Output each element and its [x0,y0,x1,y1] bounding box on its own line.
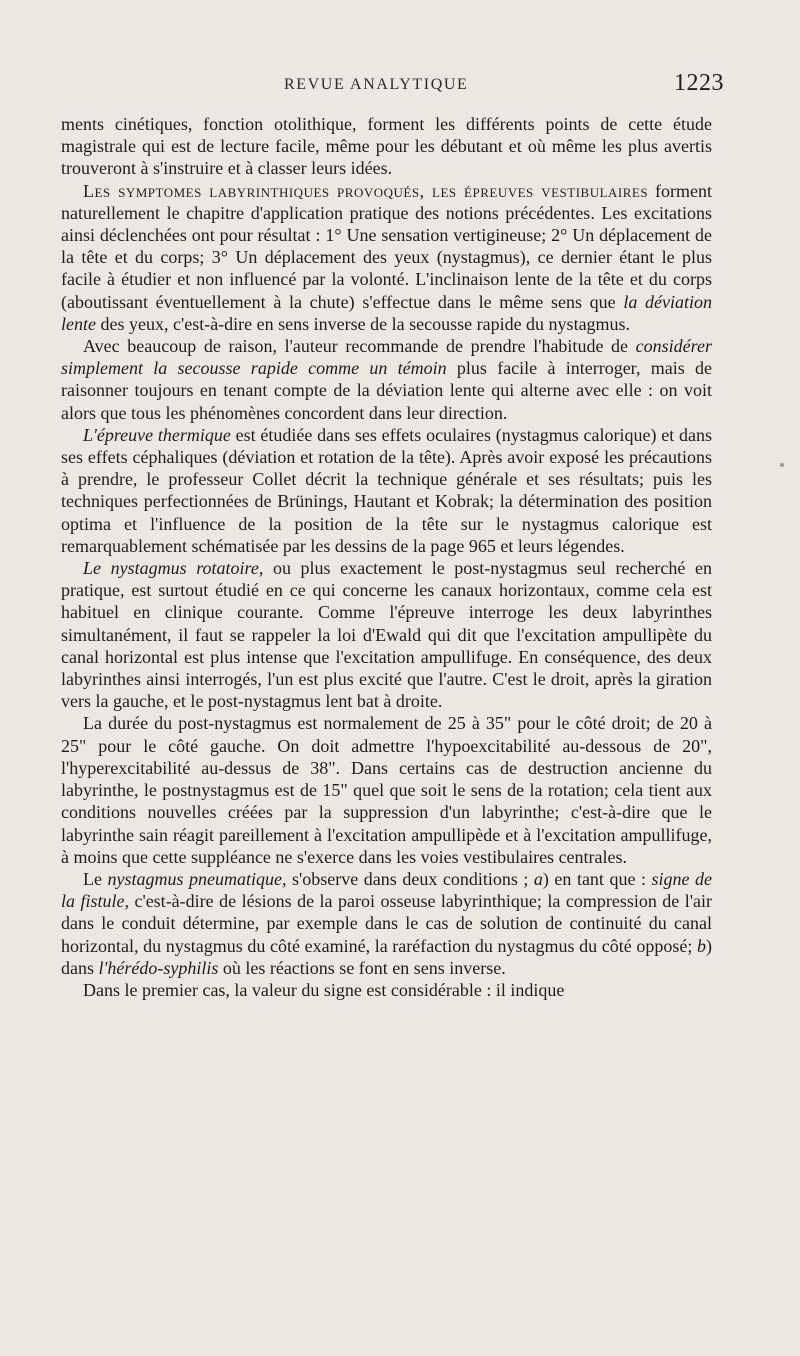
paragraph-7-text-after: s'observe dans deux conditions ; [286,868,534,889]
page-header [0,70,800,100]
paragraph-3-text: Avec beaucoup de raison, l'auteur recommande de prendre l'habitude de [83,336,636,357]
paragraph-7-italic-2: a [533,868,543,889]
paragraph-7-italic-3: signe de la fistule, [61,868,713,912]
paragraph-5-italic-lead: Le nystagmus rotatoire, [83,558,264,579]
paper-speck [780,463,784,467]
paragraph-2-italic: la déviation lente [61,291,713,334]
paragraph-7-text-after-5: où les réactions se font en sens inverse. [218,957,506,978]
paragraph-8 [61,979,712,1001]
body-text [61,113,712,1001]
paragraph-3-italic: considérer simplement la secousse rapide comme un témoin [61,336,712,379]
paragraph-1-text: ments cinétiques, fonction otolithique, forment les différents points de cette étude magistrale qui est de lecture facile, même pour les débutant et où même les plus avertis trouveront à s'instruire et à classer leurs idées. [61,114,712,179]
paragraph-4-text: est étudiée dans ses effets oculaires (nystagmus calorique) et dans ses effets céphaliques (déviation et rotation de la tête). Après avoir exposé les précautions à prendre, le professeur Collet décrit la technique générale et ses résultats; puis les techniques perfectionnées de Brünings, Hautant et Kobrak; la détermination des position optima et l'influence de la position de la tête sur le nystagmus calorique est remarquablement schématisée par les dessins de la page 965 et leurs légendes. [61,424,713,556]
paragraph-1 [61,113,712,180]
running-head: REVUE ANALYTIQUE [284,76,469,93]
paragraph-7 [61,868,712,979]
paragraph-4 [61,424,712,557]
paragraph-2 [61,180,712,335]
page-number: 1223 [674,70,724,96]
paragraph-4-italic-lead: L'épreuve thermique [83,424,231,445]
paragraph-3 [61,335,712,424]
paragraph-7-italic-5: l'hérédo-syphilis [98,957,219,978]
paragraph-2-text-after: des yeux, c'est-à-dire en sens inverse de la secousse rapide du nystagmus. [95,313,631,334]
paragraph-7-text-after-4: ) dans [61,935,712,978]
paragraph-5 [61,557,712,712]
paragraph-6-text: La durée du post-nystagmus est normalement de 25 à 35" pour le côté droit; de 20 à 25" pour le côté gauche. On doit admettre l'hypoexcitabilité au-dessous de 20", l'hyperexcitabilité au-dessus de 38". Dans certains cas de destruction ancienne du labyrinthe, le postnystagmus est de 15" quel que soit le sens de la rotation; cela tient aux conditions nouvelles créées par la suppression d'un labyrinthe; c'est-à-dire que le labyrinthe sain réagit pareillement à l'excitation ampullipède et à l'excitation ampullifuge, à moins que cette suppléance ne s'exerce dans les voies vestibulaires centrales. [61,713,712,867]
paragraph-7-text-after-3: c'est-à-dire de lésions de la paroi osseuse labyrinthique; la compression de l'air dans le conduit détermine, par exemple dans le cas de solution de continuité du canal horizontal, du nystagmus du côté examiné, la raréfaction du nystagmus du côté opposé; [61,891,713,956]
paragraph-2-text: forment naturellement le chapitre d'application pratique des notions précédentes. Les excitations ainsi déclenchées ont pour résultat : 1° Une sensation vertigineuse; 2° Un déplacement de la tête et du corps; 3° Un déplacement des yeux (nystagmus), ce dernier étant le plus facile à étudier et non influencé par la volonté. L'inclinaison lente de la tête et du corps (aboutissant éventuellement à la chute) s'effectue dans le même sens que [61,180,712,312]
paragraph-7-italic-4: b [697,935,706,956]
paragraph-5-text: ou plus exactement le post-nystagmus seul recherché en pratique, est surtout étudié en ce qui concerne les canaux horizontaux, comme cela est habituel en clinique courante. Comme l'épreuve interroge les deux labyrinthes simultanément, il faut se rappeler la loi d'Ewald qui dit que l'excitation ampullipète du canal horizontal est plus intense que l'excitation ampullifuge. En conséquence, des deux labyrinthes ainsi interrogés, l'un est plus excité que l'autre. C'est le droit, après la giration vers la gauche, et le post-nystagmus lent bat à droite. [61,558,712,712]
paragraph-2-smallcaps-lead: Les symptomes labyrinthiques provoqués, les épreuves vestibulaires [83,180,649,201]
paragraph-7-italic: nystagmus pneumatique, [107,868,287,889]
paragraph-3-text-after: plus facile à interroger, mais de raisonner toujours en tenant compte de la déviation lente qui alterne avec elle : on voit alors que tous les phénomènes concordent dans leur direction. [61,358,712,423]
paragraph-7-text: Le [83,868,108,889]
paragraph-8-text: Dans le premier cas, la valeur du signe est considérable : il indique [83,979,565,1000]
paragraph-6 [61,712,712,867]
paragraph-7-text-after-2: ) en tant que : [542,868,652,889]
